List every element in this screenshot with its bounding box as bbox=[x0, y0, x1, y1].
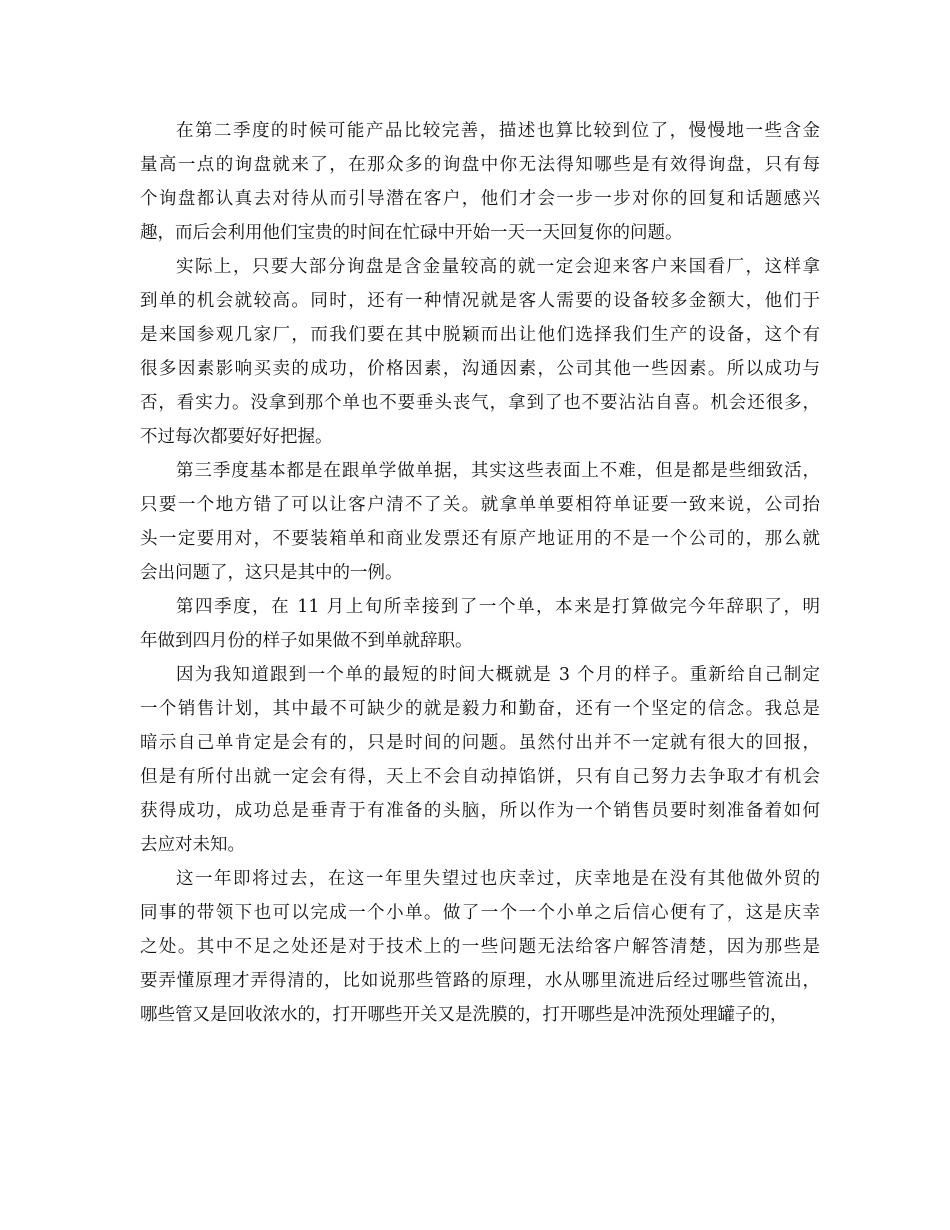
paragraph-line: 第四季度，在 11 月上旬所幸接到了一个单，本来是打算做完今年辞职了，明 bbox=[176, 597, 820, 617]
paragraph-line: 到单的机会就较高。同时，还有一种情况就是客人需要的设备较多金额大，他们于 bbox=[140, 291, 820, 311]
paragraph-line: 第三季度基本都是在跟单学做单据，其实这些表面上不难，但是都是些细致活， bbox=[176, 461, 820, 481]
paragraph-line: 因为我知道跟到一个单的最短的时间大概就是 3 个月的样子。重新给自己制定 bbox=[176, 665, 820, 685]
paragraph-line: 去应对未知。 bbox=[140, 835, 245, 855]
paragraph-line: 会出问题了，这只是其中的一例。 bbox=[140, 563, 403, 583]
paragraph-line: 年做到四月份的样子如果做不到单就辞职。 bbox=[140, 631, 473, 651]
paragraph-line: 暗示自己单肯定是会有的，只是时间的问题。虽然付出并不一定就有很大的回报， bbox=[140, 733, 820, 753]
paragraph bbox=[140, 590, 820, 658]
paragraph bbox=[140, 862, 820, 1032]
paragraph-line: 哪些管又是回收浓水的，打开哪些开关又是洗膜的，打开哪些是冲洗预处理罐子的， bbox=[140, 1005, 788, 1025]
paragraph-line: 同事的带领下也可以完成一个小单。做了一个一个小单之后信心便有了，这是庆幸 bbox=[140, 903, 820, 923]
paragraph-line: 是来国参观几家厂，而我们要在其中脱颖而出让他们选择我们生产的设备，这个有 bbox=[140, 325, 820, 345]
paragraph-line: 个询盘都认真去对待从而引导潜在客户，他们才会一步一步对你的回复和话题感兴 bbox=[140, 189, 820, 209]
paragraph-line: 获得成功，成功总是垂青于有准备的头脑，所以作为一个销售员要时刻准备着如何 bbox=[140, 801, 820, 821]
paragraph-line: 只要一个地方错了可以让客户清不了关。就拿单单要相符单证要一致来说，公司抬 bbox=[140, 495, 820, 515]
paragraph-line: 不过每次都要好好把握。 bbox=[140, 427, 333, 447]
paragraph-line: 之处。其中不足之处还是对于技术上的一些问题无法给客户解答清楚，因为那些是 bbox=[140, 937, 820, 957]
paragraph-line: 头一定要用对，不要装箱单和商业发票还有原产地证用的不是一个公司的，那么就 bbox=[140, 529, 820, 549]
paragraph-line: 这一年即将过去，在这一年里失望过也庆幸过，庆幸地是在没有其他做外贸的 bbox=[176, 869, 820, 889]
paragraph bbox=[140, 454, 820, 590]
paragraph bbox=[140, 250, 820, 454]
paragraph bbox=[140, 658, 820, 862]
document-body bbox=[140, 114, 820, 1032]
paragraph-line: 量高一点的询盘就来了，在那众多的询盘中你无法得知哪些是有效得询盘，只有每 bbox=[140, 155, 820, 175]
paragraph-line: 在第二季度的时候可能产品比较完善，描述也算比较到位了，慢慢地一些含金 bbox=[176, 121, 820, 141]
paragraph-line: 否，看实力。没拿到那个单也不要垂头丧气，拿到了也不要沾沾自喜。机会还很多， bbox=[140, 393, 820, 413]
paragraph bbox=[140, 114, 820, 250]
paragraph-line: 很多因素影响买卖的成功，价格因素，沟通因素，公司其他一些因素。所以成功与 bbox=[140, 359, 820, 379]
paragraph-line: 趣，而后会利用他们宝贵的时间在忙碌中开始一天一天回复你的问题。 bbox=[140, 223, 683, 243]
paragraph-line: 要弄懂原理才弄得清的，比如说那些管路的原理，水从哪里流进后经过哪些管流出， bbox=[140, 971, 820, 991]
paragraph-line: 实际上，只要大部分询盘是含金量较高的就一定会迎来客户来国看厂，这样拿 bbox=[176, 257, 820, 277]
paragraph-line: 一个销售计划，其中最不可缺少的就是毅力和勤奋，还有一个坚定的信念。我总是 bbox=[140, 699, 820, 719]
paragraph-line: 但是有所付出就一定会有得，天上不会自动掉馅饼，只有自己努力去争取才有机会 bbox=[140, 767, 820, 787]
